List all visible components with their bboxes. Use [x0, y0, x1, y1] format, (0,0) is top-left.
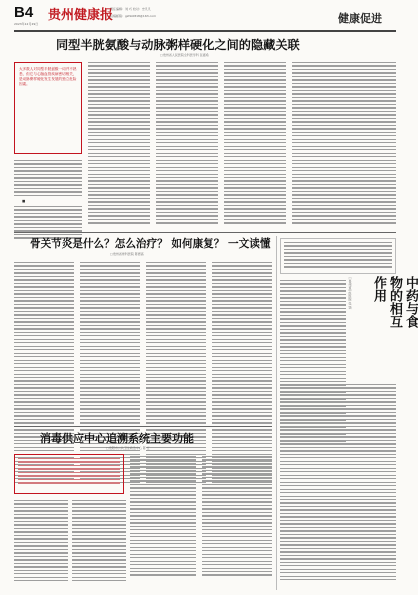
article3-intro-lines [284, 242, 392, 268]
article3-intro-box [280, 238, 396, 274]
article3-byline: □贵州省中医医院 张 颖 [348, 276, 352, 309]
editor-info: 责任编辑：刘 巧 校对：史凡凡 [110, 7, 151, 11]
masthead-logo: 贵州健康报 [48, 8, 114, 23]
page-number: B4 [14, 4, 34, 21]
article4-col1 [14, 500, 68, 581]
article1-intro: 大多数人对同型半胱氨酸一词并不熟悉，但它与心脑血管疾病密切相关，是动脉粥样硬化发生发展的独立危险因素。 [19, 67, 77, 86]
article2-byline: □贵州省骨科医院 陈德高 [110, 252, 144, 256]
header-rule [14, 30, 396, 32]
article1-col5 [292, 62, 396, 224]
article4-col4 [202, 456, 272, 576]
divider-2 [14, 426, 272, 427]
article4-title: 消毒供应中心追溯系统主要功能 [40, 432, 194, 445]
article4-intro-lines [18, 458, 120, 484]
article4-intro-box [14, 454, 124, 494]
article1-col1-a [14, 160, 82, 196]
column-divider [276, 236, 277, 590]
article3-lower [280, 384, 396, 580]
article1-byline: □贵州省人民医院全科医学科 张嘉希 [160, 53, 209, 57]
article1-col1-b [14, 206, 82, 239]
article2-title: 骨关节炎是什么？怎么治疗？ 如何康复？ 一文读懂 [30, 238, 271, 250]
article4-col3 [130, 456, 196, 576]
section-name: 健康促进 [338, 12, 382, 25]
article3-vertical-title [352, 276, 418, 346]
divider-1 [14, 232, 396, 233]
issue-date: 2023年12月29日 [14, 22, 39, 26]
article4-col2 [72, 500, 126, 581]
article1-col3 [156, 62, 218, 224]
article4-byline: □贵阳市公共卫生救治中心 陈 红 [106, 446, 150, 450]
article1-title: 同型半胱氨酸与动脉粥样硬化之间的隐藏关联 [56, 38, 300, 52]
article3-title: 中药与食物的相互作用 [371, 276, 418, 328]
article1-subheading-1: ■ [22, 199, 26, 203]
article1-col4 [224, 62, 286, 224]
article2-col4 [212, 262, 272, 483]
article2-col3 [146, 262, 206, 483]
submission-email: 投稿邮箱：gzhb0818@163.com [110, 14, 157, 18]
article2-col1 [14, 262, 74, 483]
article1-col2 [88, 62, 150, 224]
article1-intro-box [14, 62, 82, 154]
